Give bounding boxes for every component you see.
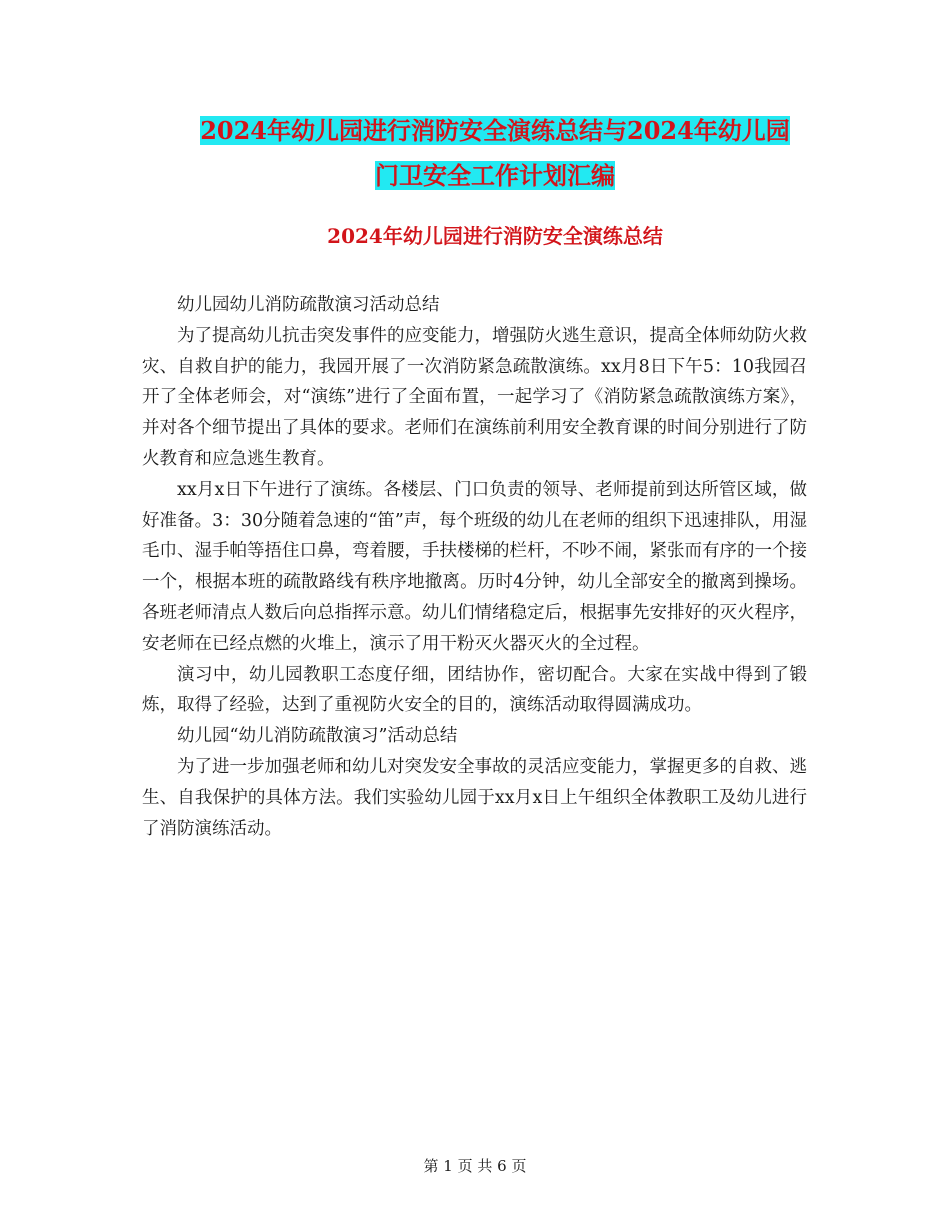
paragraph: 为了进一步加强老师和幼儿对突发安全事故的灵活应变能力，掌握更多的自救、逃生、自我保护的具体方法。我们实验幼儿园于xx月x日上午组织全体教职工及幼儿进行了消防演练活动。 (142, 756, 807, 839)
page-footer: 第 1 页 共 6 页 (423, 1157, 527, 1175)
document-body (142, 290, 807, 844)
document-title-line-1: 2024年幼儿园进行消防安全演练总结与2024年幼儿园 (200, 116, 790, 145)
paragraph: 演习中，幼儿园教职工态度仔细，团结协作，密切配合。大家在实战中得到了锻炼，取得了经验，达到了重视防火安全的目的，演练活动取得圆满成功。 (142, 664, 807, 716)
paragraph: 为了提高幼儿抗击突发事件的应变能力，增强防火逃生意识，提高全体师幼防火救灾、自救自护的能力，我园开展了一次消防紧急疏散演练。xx月8日下午5：10我园召开了全体老师会，对“演练”进行了全面布置，一起学习了《消防紧急疏散演练方案》，并对各个细节提出了具体的要求。老师们在演练前利用安全教育课的时间分别进行了防火教育和应急逃生教育。 (142, 325, 807, 469)
document-title (140, 108, 850, 198)
document-title-line-2: 门卫安全工作计划汇编 (375, 161, 615, 190)
paragraph: xx月x日下午进行了演练。各楼层、门口负责的领导、老师提前到达所管区域，做好准备。3：30分随着急速的“笛”声，每个班级的幼儿在老师的组织下迅速排队，用湿毛巾、湿手帕等捂住口鼻，弯着腰，手扶楼梯的栏杆，不吵不闹，紧张而有序的一个接一个，根据本班的疏散路线有秩序地撤离。历时4分钟，幼儿全部安全的撤离到操场。各班老师清点人数后向总指挥示意。幼儿们情绪稳定后，根据事先安排好的灭火程序，安老师在已经点燃的火堆上，演示了用干粉灭火器灭火的全过程。 (142, 479, 807, 654)
paragraph: 幼儿园幼儿消防疏散演习活动总结 (177, 295, 440, 315)
paragraph: 幼儿园“幼儿消防疏散演习”活动总结 (177, 726, 458, 747)
section-title: 2024年幼儿园进行消防安全演练总结 (327, 224, 663, 248)
